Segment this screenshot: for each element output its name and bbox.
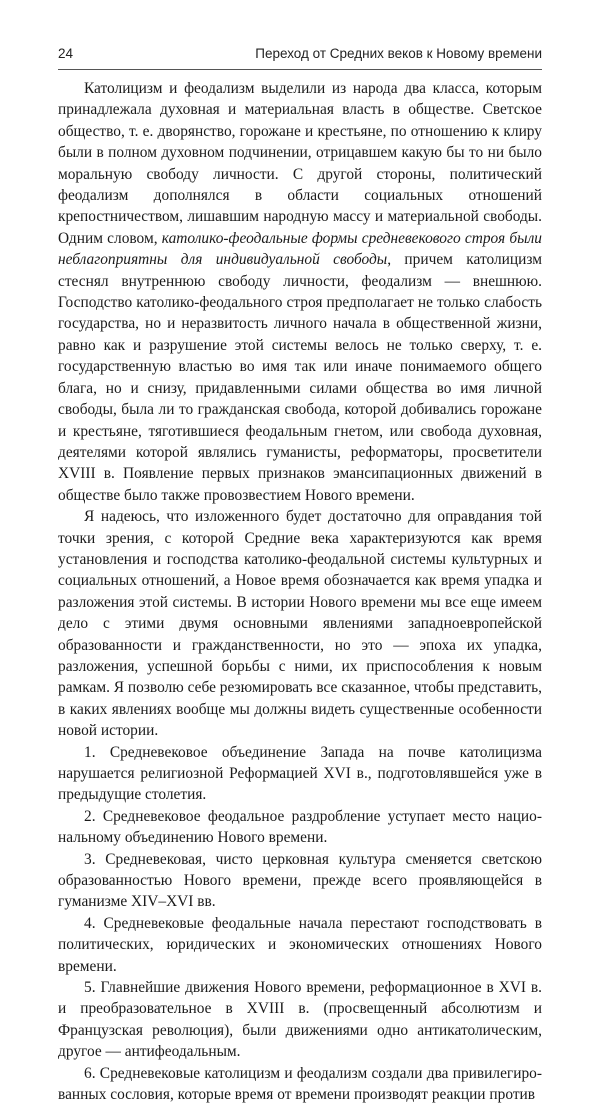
paragraph-text: Католицизм и феодализм выделили из народа два класса, которым принадлежала духовная и материальная власть в обществе. Светское общество, т. е. дворянство, горожане и крестьяне, по отношению к клиру были в полном духовном подчинении, отрицавшем какую бы то ни было моральную свободу личности. С другой стороны, политический феодализм дополнялся в области социальных отношений крепостничеством, лишавшим народную массу и материальной свободы. Одним словом, xyxy=(58,80,542,247)
header-divider xyxy=(58,69,542,70)
body-text xyxy=(58,78,542,1106)
list-item-4: 4. Средневековые феодальные начала перестают господствовать в политических, юридических и экономических отношениях Нового времени. xyxy=(58,914,542,975)
list-item-1: 1. Средневековое объединение Запада на почве католицизма нарушается религиозной Реформацией XVI в., подготовлявшейся уже в предыдущие столетия. xyxy=(58,743,542,804)
paragraph-text: , причем католицизм стеснял внутреннюю свободу личности, феодализм — внешнюю. Господство католико-феодального строя предполагает не только слабость государства, но и неразвитость личного начала в общественной жизни, равно как и разрушение этой системы велось не только сверху, т. е. государственную властью во имя так или иначе понимаемого общего блага, но и снизу, придавленными силами общества во имя личной свободы, была ли то гражданская свобода, которой добивались горожане и крестьяне, тяготившиеся феодальным гнетом, или свобода духовная, деятелями которой являлись гуманисты, реформаторы, просветители XVIII в. Появление первых признаков эмансипационных движений в обществе было также провозвестием Нового времени. xyxy=(58,251,542,504)
page-number: 24 xyxy=(58,46,74,61)
list-item-3: 3. Средневековая, чисто церковная культура сменяется светскою образованностью Нового времени, прежде всего проявляющейся в гуманизме XIV–XVI вв. xyxy=(58,850,542,911)
italic-emphasis: католико-феодальные формы средневекового строя были неблагоприятны для индивидуальной свободы xyxy=(58,229,542,269)
running-header xyxy=(58,46,542,66)
list-item-5: 5. Главнейшие движения Нового времени, реформационное в XVI в. и преобразовательное в XVIII в. (просвещенный абсолютизм и Французская революция), были движениями одно антикатолическим, другое — антифеодальным. xyxy=(58,979,542,1061)
paragraph-thesis: Я надеюсь, что изложенного будет достаточно для оправдания той точки зрения, с которой Средние века характеризуются как время установления и господства католико-феодальной системы культурных и социальных отношений, а Новое время обозначается как время упадка и разложения этой системы. В истории Нового времени мы все еще имеем дело с этими двумя основными явлениями западноевропейской образованности и гражданственности, но это — эпоха их упадка, разложения, успешной борьбы с ними, их приспособления к новым рамкам. Я позволю себе резюмировать все сказанное, чтобы представить, в каких явлениях вообще мы должны видеть существенные особенности новой истории. xyxy=(58,508,542,740)
running-header-title: Переход от Средних веков к Новому времени xyxy=(255,46,542,61)
list-item-6: 6. Средневековые католицизм и феодализм создали два привилегированных сословия, которые время от времени производят реакции против xyxy=(58,1064,542,1104)
paragraph-catholicism-feudalism xyxy=(58,78,542,506)
list-item-2: 2. Средневековое феодальное раздробление уступает место национальному объединению Нового времени. xyxy=(58,807,542,847)
